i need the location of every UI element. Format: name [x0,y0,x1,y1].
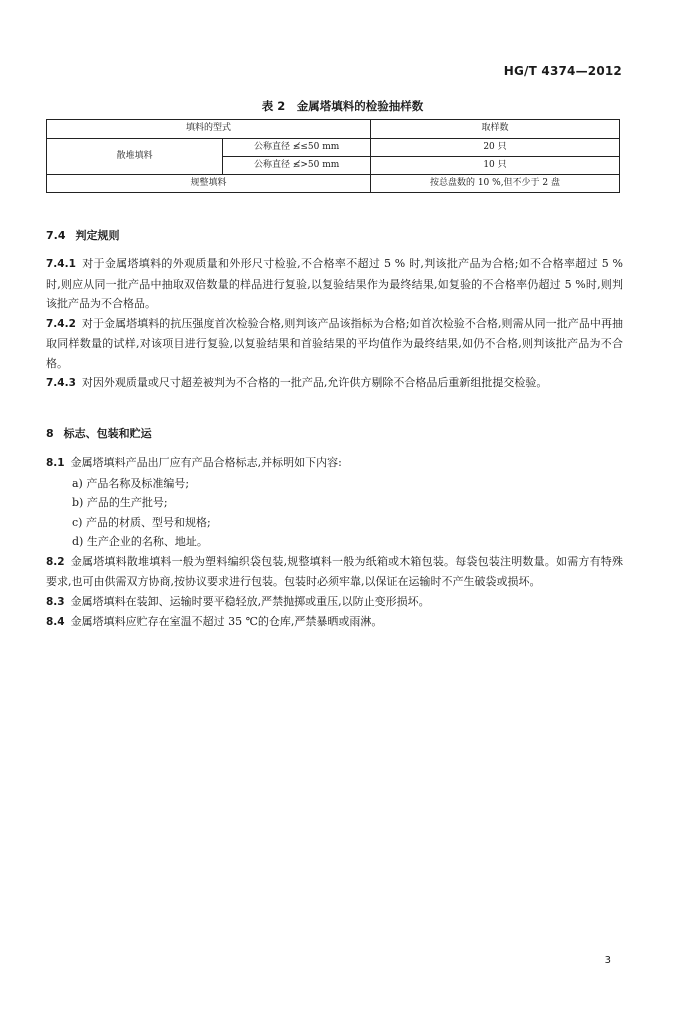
structured-packing-cell: 规整填料 [47,175,371,193]
section-title: 判定规则 [75,229,120,242]
table-row [47,175,620,193]
count-cell: 10 只 [371,157,620,175]
bulk-packing-cell: 散堆填料 [47,139,223,175]
section-number: 8 [46,427,54,440]
section-7-4-body [46,254,623,394]
count-cell: 20 只 [371,139,620,157]
list-item: c) 产品的材质、型号和规格; [72,515,211,529]
clause-7-4-2 [46,314,623,374]
spec-cell: 公称直径 ≰≤50 mm [223,139,371,157]
section-8 [46,424,623,444]
standard-code: HG/T 4374—2012 [503,64,622,78]
header-count-cell: 取样数 [371,120,620,139]
table-row [47,139,620,157]
list-item: d) 生产企业的名称、地址。 [72,535,208,548]
list-item: b) 产品的生产批号; [72,496,168,509]
clause-8-3 [46,592,623,613]
clause-text: 对于金属塔填料的抗压强度首次检验合格,则判该产品该指标为合格;如首次检验不合格,则需从同一批产品中再抽取同样数量的试样,对该项目进行复验,以复验结果和首验结果的平均值作为最终结果,如仍不合格,则判该批产品为不合格。 [46,316,623,370]
clause-number: 7.4.3 [46,377,76,389]
clause-number: 8.1 [46,457,65,469]
clause-text: 对于金属塔填料的外观质量和外形尺寸检验,不合格率不超过 5 % 时,判该批产品为合格;如不合格率超过 5 % 时,则应从同一批产品中抽取双倍数量的样品进行复验,以复验结果作为最终结果,如复验的不合格率仍超过 5 %时,则判该批产品为不合格品。 [46,257,623,310]
page-number: 3 [604,955,611,966]
list-item: a) 产品名称及标准编号; [72,476,190,490]
section-number: 7.4 [46,229,66,242]
clause-7-4-1 [46,254,623,314]
section-7-4 [46,226,623,246]
clause-number: 8.4 [46,616,65,628]
clause-number: 7.4.2 [46,317,76,330]
spec-cell: 公称直径 ≰>50 mm [223,157,371,175]
section-heading [46,424,623,444]
clause-text: 金属塔填料产品出厂应有产品合格标志,并标明如下内容: [70,456,342,469]
header-type-cell: 填料的型式 [47,120,371,139]
table-title: 表 2 金属塔填料的检验抽样数 [261,99,424,113]
section-8-body [46,453,623,633]
count-cell: 按总盘数的 10 %,但不少于 2 盘 [371,175,620,193]
clause-number: 8.2 [46,555,65,568]
section-title: 标志、包装和贮运 [63,427,152,440]
clause-text: 金属塔填料在装卸、运输时要平稳轻放,严禁抛掷或重压,以防止变形损坏。 [70,594,430,608]
table-header-row [47,120,620,139]
clause-8-1 [46,453,623,474]
clause-8-4 [46,612,623,633]
section-heading [46,226,623,246]
clause-number: 7.4.1 [46,258,76,270]
clause-text: 金属塔填料散堆填料一般为塑料编织袋包装,规整填料一般为纸箱或木箱包装。每袋包装注明数量。如需方有特殊要求,也可由供需双方协商,按协议要求进行包装。包装时必须牢靠,以保证在运输时不产生破袋或损坏。 [46,554,623,588]
clause-7-4-3 [46,373,623,394]
clause-8-2 [46,552,623,592]
sampling-table [46,119,620,193]
clause-text: 对因外观质量或尺寸超差被判为不合格的一批产品,允许供方剔除不合格品后重新组批提交检验。 [81,376,548,389]
clause-number: 8.3 [46,595,65,608]
clause-text: 金属塔填料应贮存在室温不超过 35 ℃的仓库,严禁暴晒或雨淋。 [70,615,383,628]
